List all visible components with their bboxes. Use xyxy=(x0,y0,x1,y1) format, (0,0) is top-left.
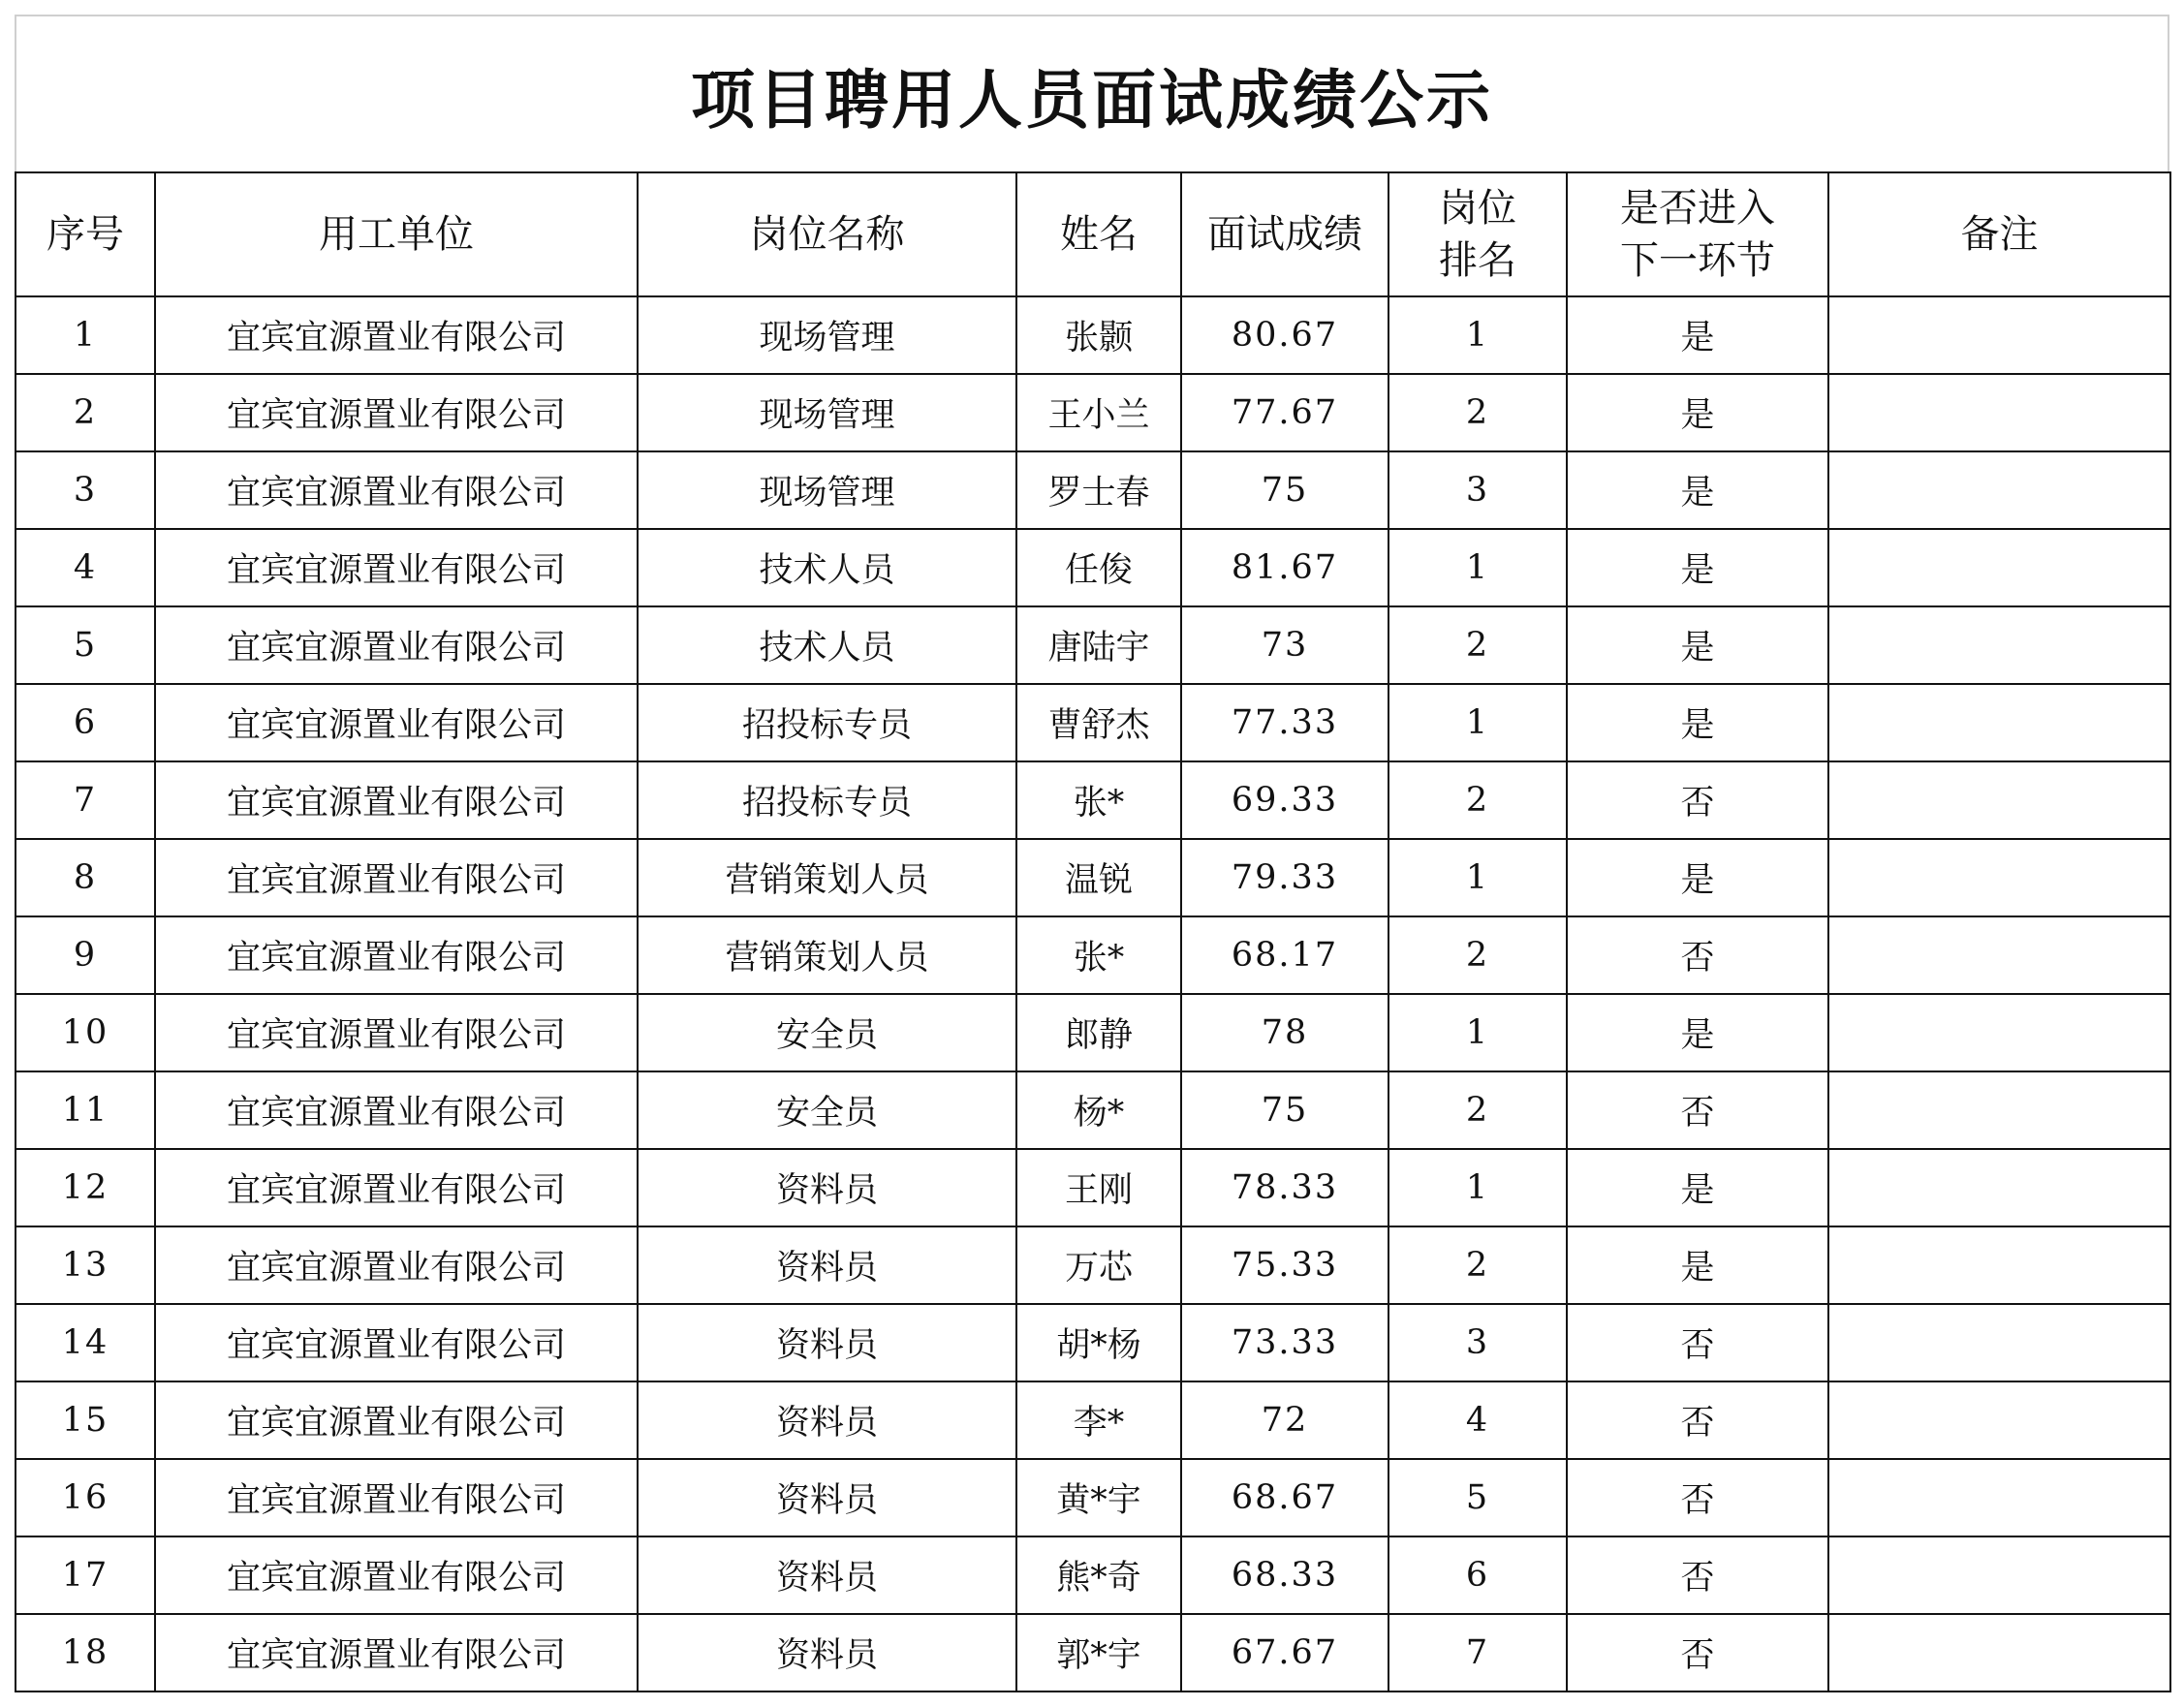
cell-rank: 6 xyxy=(1388,1536,1567,1614)
cell-position: 安全员 xyxy=(638,1071,1016,1149)
cell-next-stage: 否 xyxy=(1567,1071,1828,1149)
cell-name: 任俊 xyxy=(1016,529,1181,606)
cell-employer: 宜宾宜源置业有限公司 xyxy=(155,1304,638,1381)
cell-remark xyxy=(1828,451,2170,529)
cell-remark xyxy=(1828,374,2170,451)
table-row xyxy=(16,296,2170,374)
table-row xyxy=(16,684,2170,761)
cell-remark xyxy=(1828,1381,2170,1459)
cell-employer: 宜宾宜源置业有限公司 xyxy=(155,296,638,374)
cell-employer: 宜宾宜源置业有限公司 xyxy=(155,1149,638,1226)
cell-employer: 宜宾宜源置业有限公司 xyxy=(155,374,638,451)
cell-score: 72 xyxy=(1181,1381,1388,1459)
table-row xyxy=(16,761,2170,839)
cell-employer: 宜宾宜源置业有限公司 xyxy=(155,1459,638,1536)
cell-next-stage: 是 xyxy=(1567,684,1828,761)
cell-next-stage: 是 xyxy=(1567,606,1828,684)
cell-rank: 1 xyxy=(1388,296,1567,374)
cell-seq: 10 xyxy=(16,994,155,1071)
header-employer: 用工单位 xyxy=(155,172,638,296)
cell-position: 现场管理 xyxy=(638,451,1016,529)
cell-seq: 5 xyxy=(16,606,155,684)
cell-score: 69.33 xyxy=(1181,761,1388,839)
cell-remark xyxy=(1828,1149,2170,1226)
cell-seq: 16 xyxy=(16,1459,155,1536)
cell-seq: 15 xyxy=(16,1381,155,1459)
cell-name: 张* xyxy=(1016,761,1181,839)
table-row xyxy=(16,529,2170,606)
cell-position: 营销策划人员 xyxy=(638,839,1016,916)
cell-next-stage: 是 xyxy=(1567,1149,1828,1226)
cell-score: 73 xyxy=(1181,606,1388,684)
cell-name: 王小兰 xyxy=(1016,374,1181,451)
table-row xyxy=(16,451,2170,529)
cell-next-stage: 否 xyxy=(1567,761,1828,839)
cell-position: 营销策划人员 xyxy=(638,916,1016,994)
cell-remark xyxy=(1828,839,2170,916)
table-row xyxy=(16,1071,2170,1149)
header-next-line1: 是否进入 xyxy=(1620,186,1775,231)
header-row xyxy=(16,172,2170,296)
cell-score: 75.33 xyxy=(1181,1226,1388,1304)
cell-remark xyxy=(1828,761,2170,839)
cell-rank: 1 xyxy=(1388,1149,1567,1226)
cell-position: 资料员 xyxy=(638,1381,1016,1459)
cell-employer: 宜宾宜源置业有限公司 xyxy=(155,684,638,761)
cell-position: 招投标专员 xyxy=(638,684,1016,761)
header-position: 岗位名称 xyxy=(638,172,1016,296)
cell-name: 张颢 xyxy=(1016,296,1181,374)
cell-next-stage: 是 xyxy=(1567,1226,1828,1304)
cell-remark xyxy=(1828,1304,2170,1381)
cell-name: 曹舒杰 xyxy=(1016,684,1181,761)
cell-name: 万芯 xyxy=(1016,1226,1181,1304)
cell-name: 温锐 xyxy=(1016,839,1181,916)
cell-name: 郎静 xyxy=(1016,994,1181,1071)
cell-name: 罗士春 xyxy=(1016,451,1181,529)
header-score: 面试成绩 xyxy=(1181,172,1388,296)
cell-employer: 宜宾宜源置业有限公司 xyxy=(155,761,638,839)
cell-remark xyxy=(1828,529,2170,606)
cell-seq: 4 xyxy=(16,529,155,606)
cell-remark xyxy=(1828,916,2170,994)
cell-next-stage: 是 xyxy=(1567,529,1828,606)
table-row xyxy=(16,994,2170,1071)
results-table xyxy=(15,171,2171,1692)
cell-score: 81.67 xyxy=(1181,529,1388,606)
cell-position: 技术人员 xyxy=(638,606,1016,684)
cell-rank: 2 xyxy=(1388,1071,1567,1149)
cell-next-stage: 否 xyxy=(1567,916,1828,994)
cell-seq: 13 xyxy=(16,1226,155,1304)
cell-seq: 17 xyxy=(16,1536,155,1614)
header-name: 姓名 xyxy=(1016,172,1181,296)
table-row xyxy=(16,1614,2170,1691)
cell-score: 77.33 xyxy=(1181,684,1388,761)
results-sheet xyxy=(15,15,2169,1692)
header-next-line2: 下一环节 xyxy=(1620,238,1775,283)
header-next-stage xyxy=(1567,172,1828,296)
cell-rank: 2 xyxy=(1388,374,1567,451)
title-box xyxy=(15,15,2169,171)
cell-remark xyxy=(1828,606,2170,684)
cell-next-stage: 是 xyxy=(1567,839,1828,916)
cell-name: 杨* xyxy=(1016,1071,1181,1149)
cell-seq: 18 xyxy=(16,1614,155,1691)
cell-seq: 2 xyxy=(16,374,155,451)
cell-next-stage: 是 xyxy=(1567,374,1828,451)
cell-remark xyxy=(1828,296,2170,374)
cell-name: 熊*奇 xyxy=(1016,1536,1181,1614)
cell-next-stage: 是 xyxy=(1567,451,1828,529)
cell-rank: 5 xyxy=(1388,1459,1567,1536)
table-row xyxy=(16,606,2170,684)
cell-remark xyxy=(1828,1071,2170,1149)
table-row xyxy=(16,916,2170,994)
cell-name: 李* xyxy=(1016,1381,1181,1459)
table-row xyxy=(16,1459,2170,1536)
table-row xyxy=(16,374,2170,451)
cell-next-stage: 是 xyxy=(1567,994,1828,1071)
cell-rank: 3 xyxy=(1388,451,1567,529)
cell-next-stage: 否 xyxy=(1567,1459,1828,1536)
cell-score: 78 xyxy=(1181,994,1388,1071)
cell-rank: 1 xyxy=(1388,994,1567,1071)
cell-position: 安全员 xyxy=(638,994,1016,1071)
table-row xyxy=(16,1536,2170,1614)
cell-name: 王刚 xyxy=(1016,1149,1181,1226)
cell-seq: 14 xyxy=(16,1304,155,1381)
cell-seq: 1 xyxy=(16,296,155,374)
cell-score: 67.67 xyxy=(1181,1614,1388,1691)
cell-score: 79.33 xyxy=(1181,839,1388,916)
cell-rank: 2 xyxy=(1388,1226,1567,1304)
cell-seq: 6 xyxy=(16,684,155,761)
cell-score: 68.17 xyxy=(1181,916,1388,994)
table-row xyxy=(16,1149,2170,1226)
cell-name: 唐陆宇 xyxy=(1016,606,1181,684)
cell-position: 现场管理 xyxy=(638,374,1016,451)
cell-position: 招投标专员 xyxy=(638,761,1016,839)
cell-seq: 8 xyxy=(16,839,155,916)
cell-remark xyxy=(1828,1226,2170,1304)
cell-employer: 宜宾宜源置业有限公司 xyxy=(155,1614,638,1691)
cell-rank: 4 xyxy=(1388,1381,1567,1459)
table-row xyxy=(16,1381,2170,1459)
table-row xyxy=(16,839,2170,916)
cell-score: 77.67 xyxy=(1181,374,1388,451)
cell-rank: 2 xyxy=(1388,606,1567,684)
cell-next-stage: 否 xyxy=(1567,1304,1828,1381)
header-remark: 备注 xyxy=(1828,172,2170,296)
cell-employer: 宜宾宜源置业有限公司 xyxy=(155,1536,638,1614)
cell-position: 现场管理 xyxy=(638,296,1016,374)
cell-employer: 宜宾宜源置业有限公司 xyxy=(155,451,638,529)
cell-name: 黄*宇 xyxy=(1016,1459,1181,1536)
cell-next-stage: 是 xyxy=(1567,296,1828,374)
table-body xyxy=(16,296,2170,1691)
cell-score: 80.67 xyxy=(1181,296,1388,374)
cell-position: 资料员 xyxy=(638,1226,1016,1304)
cell-name: 郭*宇 xyxy=(1016,1614,1181,1691)
cell-employer: 宜宾宜源置业有限公司 xyxy=(155,1381,638,1459)
cell-position: 技术人员 xyxy=(638,529,1016,606)
table-row xyxy=(16,1226,2170,1304)
cell-remark xyxy=(1828,1459,2170,1536)
cell-rank: 1 xyxy=(1388,529,1567,606)
header-seq: 序号 xyxy=(16,172,155,296)
header-rank xyxy=(1388,172,1567,296)
cell-position: 资料员 xyxy=(638,1536,1016,1614)
cell-employer: 宜宾宜源置业有限公司 xyxy=(155,839,638,916)
cell-position: 资料员 xyxy=(638,1459,1016,1536)
cell-position: 资料员 xyxy=(638,1149,1016,1226)
cell-remark xyxy=(1828,684,2170,761)
cell-position: 资料员 xyxy=(638,1614,1016,1691)
cell-rank: 1 xyxy=(1388,839,1567,916)
cell-seq: 7 xyxy=(16,761,155,839)
header-rank-line1: 岗位 xyxy=(1439,186,1516,231)
cell-employer: 宜宾宜源置业有限公司 xyxy=(155,916,638,994)
table-row xyxy=(16,1304,2170,1381)
cell-next-stage: 否 xyxy=(1567,1536,1828,1614)
cell-score: 78.33 xyxy=(1181,1149,1388,1226)
cell-score: 68.33 xyxy=(1181,1536,1388,1614)
cell-employer: 宜宾宜源置业有限公司 xyxy=(155,529,638,606)
cell-employer: 宜宾宜源置业有限公司 xyxy=(155,1226,638,1304)
cell-remark xyxy=(1828,994,2170,1071)
cell-seq: 11 xyxy=(16,1071,155,1149)
cell-employer: 宜宾宜源置业有限公司 xyxy=(155,606,638,684)
cell-position: 资料员 xyxy=(638,1304,1016,1381)
cell-name: 张* xyxy=(1016,916,1181,994)
cell-seq: 3 xyxy=(16,451,155,529)
cell-score: 73.33 xyxy=(1181,1304,1388,1381)
cell-rank: 1 xyxy=(1388,684,1567,761)
header-rank-line2: 排名 xyxy=(1439,238,1516,283)
cell-employer: 宜宾宜源置业有限公司 xyxy=(155,994,638,1071)
cell-remark xyxy=(1828,1536,2170,1614)
cell-employer: 宜宾宜源置业有限公司 xyxy=(155,1071,638,1149)
cell-name: 胡*杨 xyxy=(1016,1304,1181,1381)
cell-rank: 7 xyxy=(1388,1614,1567,1691)
page-title: 项目聘用人员面试成绩公示 xyxy=(691,62,1493,138)
cell-score: 75 xyxy=(1181,451,1388,529)
cell-next-stage: 否 xyxy=(1567,1614,1828,1691)
cell-next-stage: 否 xyxy=(1567,1381,1828,1459)
cell-remark xyxy=(1828,1614,2170,1691)
cell-rank: 3 xyxy=(1388,1304,1567,1381)
cell-score: 68.67 xyxy=(1181,1459,1388,1536)
cell-rank: 2 xyxy=(1388,916,1567,994)
cell-seq: 12 xyxy=(16,1149,155,1226)
cell-score: 75 xyxy=(1181,1071,1388,1149)
cell-rank: 2 xyxy=(1388,761,1567,839)
cell-seq: 9 xyxy=(16,916,155,994)
